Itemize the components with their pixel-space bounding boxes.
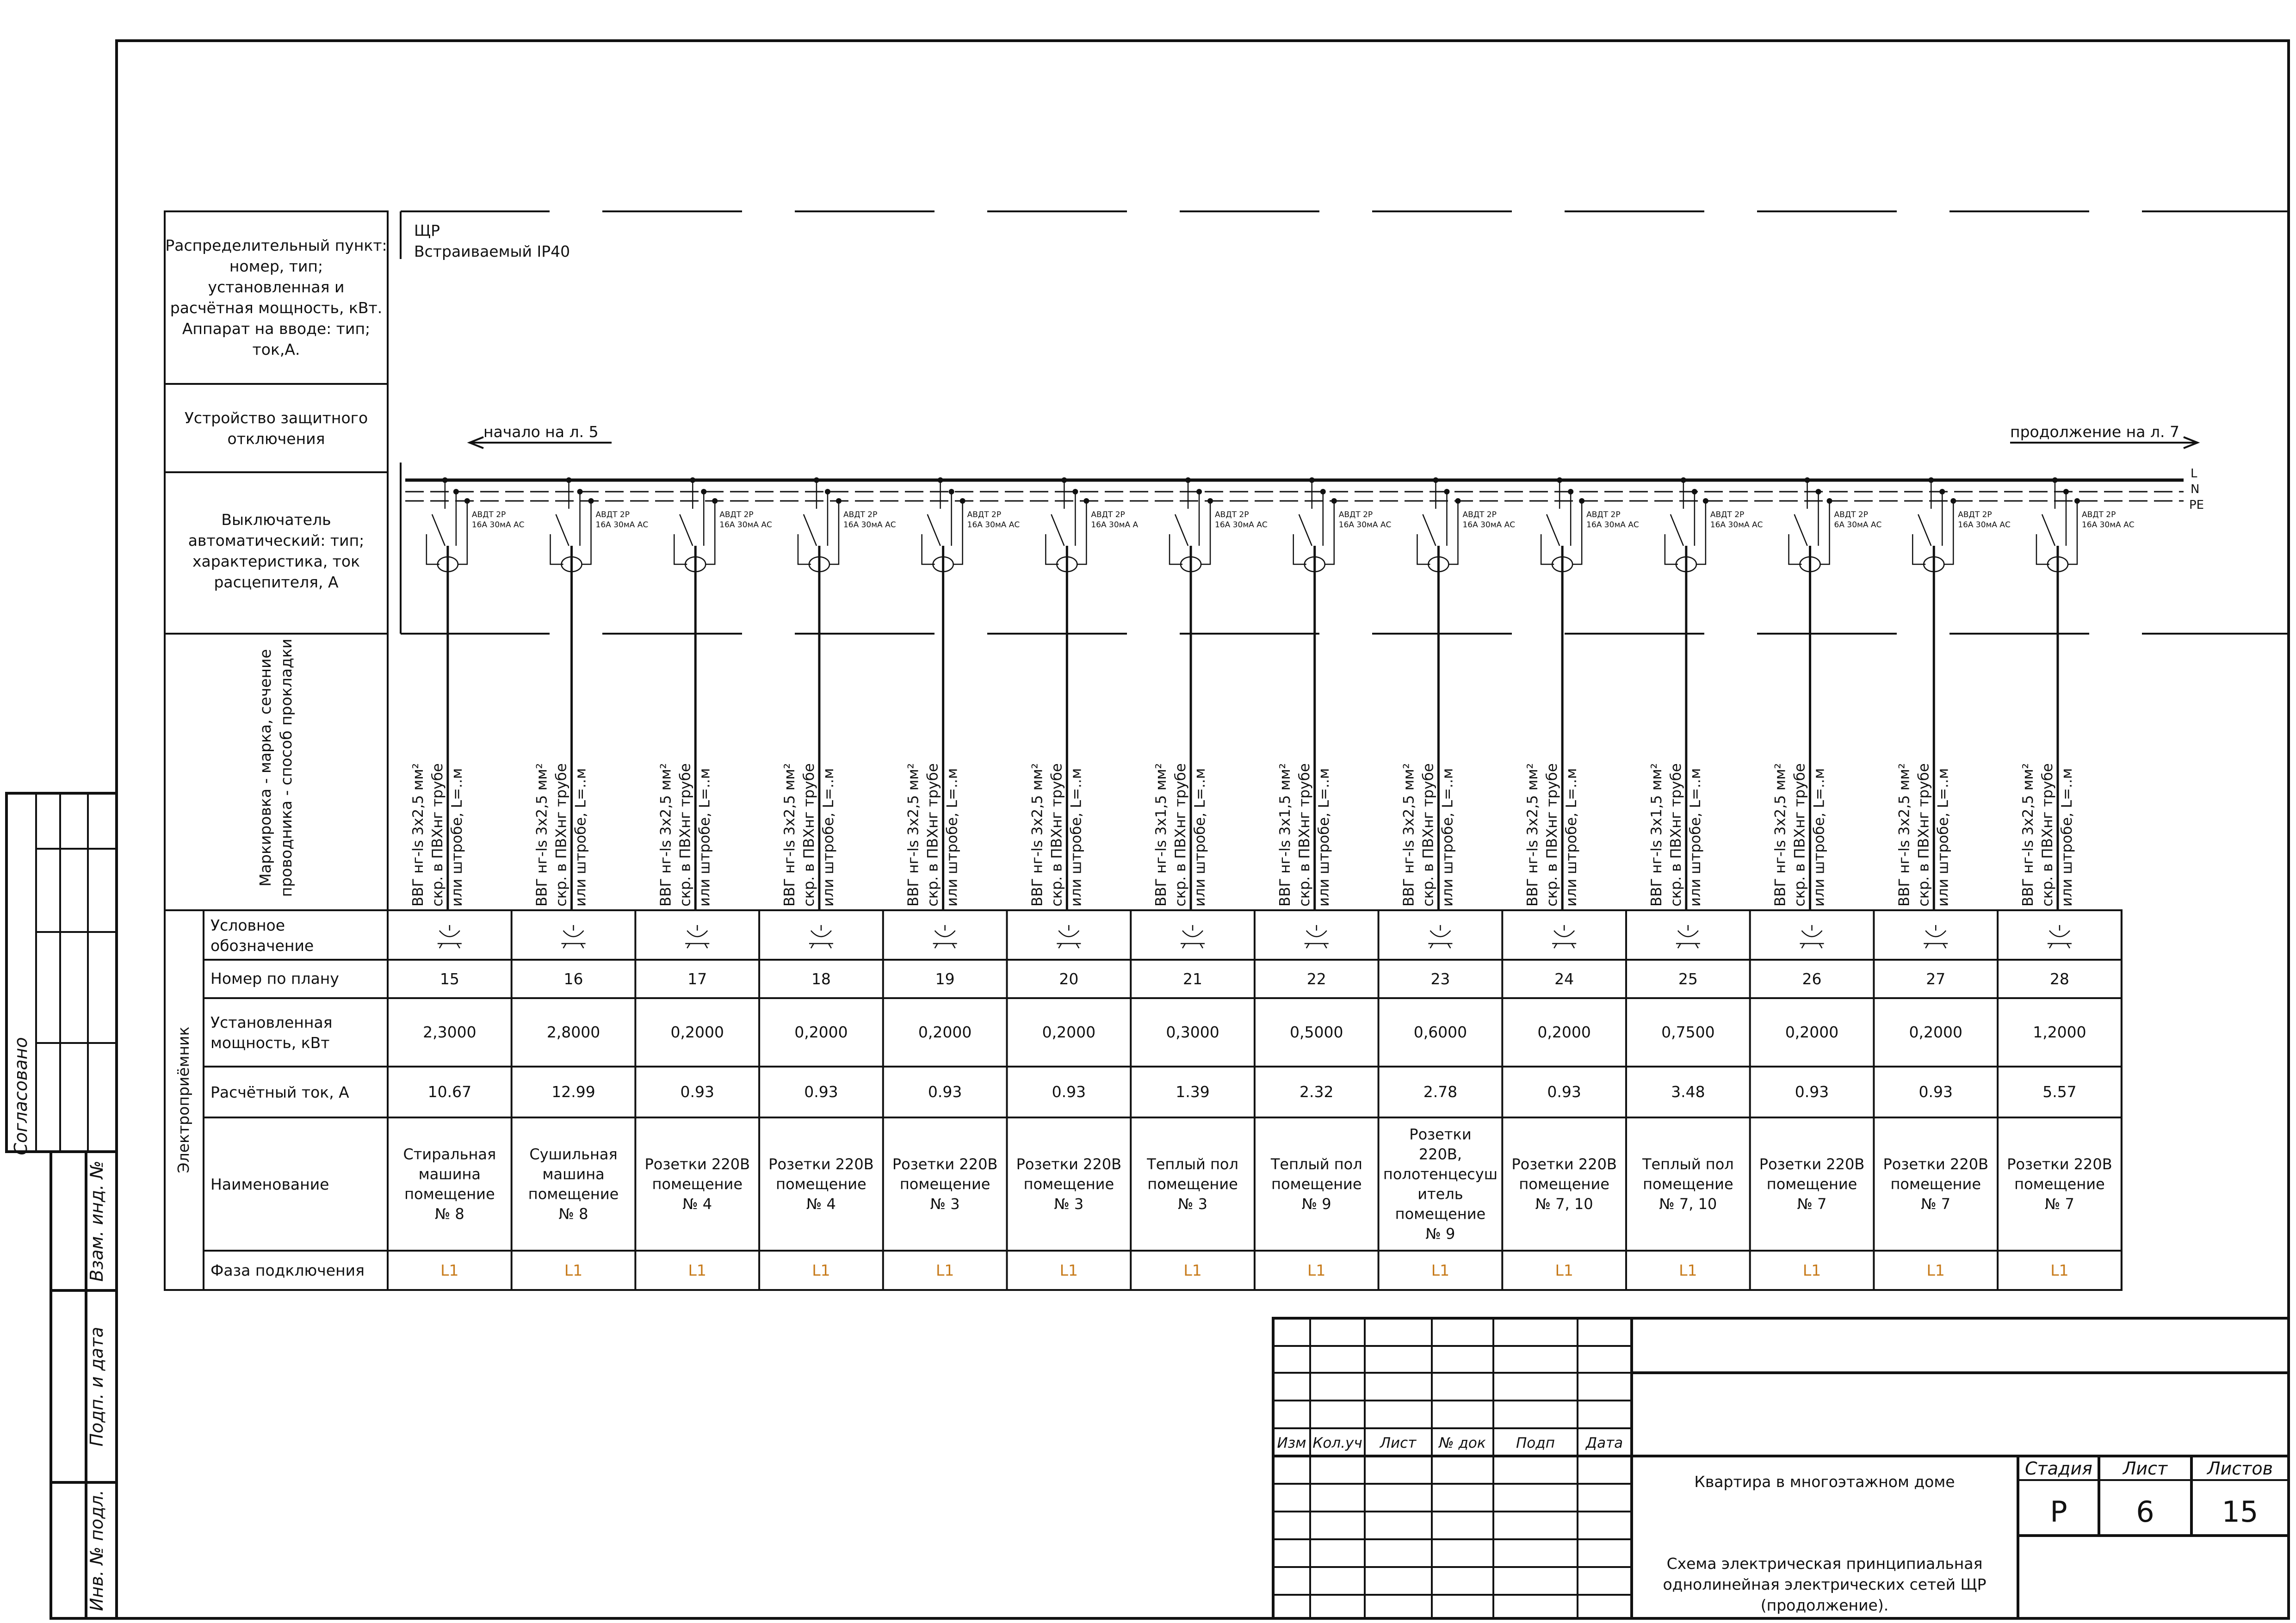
device-rating-label: 16А 30мА АС xyxy=(2081,520,2135,530)
consumer-name-line: помещение xyxy=(404,1185,495,1203)
consumer-name-line: помещение xyxy=(1890,1175,1981,1193)
consumer-name-line: полотенцесуш xyxy=(1383,1165,1498,1183)
socket-symbol-icon xyxy=(1924,925,1948,948)
consumer-name-line: № 4 xyxy=(806,1195,836,1213)
rcd-link xyxy=(1201,546,1210,564)
breaker-symbol xyxy=(2036,514,2055,564)
breaker-symbol xyxy=(1789,514,1807,564)
drawing-title: (продолжение). xyxy=(1760,1596,1889,1614)
panel-name: ЩР xyxy=(414,222,440,240)
device-rating-label: 16А 30мА АС xyxy=(967,520,1020,530)
cable-spec-label: ВВГ нг-ls 3х2,5 мм² xyxy=(1400,763,1417,907)
plan-number: 17 xyxy=(687,970,707,988)
consumer-name-line: Теплый пол xyxy=(1147,1155,1238,1173)
consumer-name-line: № 9 xyxy=(1301,1195,1331,1213)
header-power: Установленная xyxy=(210,1013,333,1031)
device-type-label: АВДТ 2P xyxy=(967,510,1002,519)
installed-power: 0,7500 xyxy=(1661,1023,1715,1041)
rated-current: 0.93 xyxy=(1052,1083,1086,1101)
cable-spec-label: ВВГ нг-ls 3х2,5 мм² xyxy=(409,763,427,907)
cable-spec-label: ВВГ нг-ls 3х2,5 мм² xyxy=(1524,763,1541,907)
row-header-grid xyxy=(165,211,388,1290)
socket-symbol-icon xyxy=(438,925,462,948)
header-rcd-line: отключения xyxy=(227,430,325,448)
cable-spec-label: или штробе, L=..м xyxy=(1935,768,1952,907)
plan-number: 26 xyxy=(1802,970,1822,988)
header-rcd xyxy=(185,409,368,448)
rated-current: 0.93 xyxy=(1918,1083,1953,1101)
cable-spec-label: или штробе, L=..м xyxy=(1563,768,1580,907)
header-symbol: обозначение xyxy=(210,937,314,955)
cable-spec-label: скр. в ПВХнг трубе xyxy=(1048,763,1065,907)
socket-symbol-icon xyxy=(1305,925,1329,948)
inventory-label: Инв. № подл. xyxy=(87,1489,107,1611)
installed-power: 0,2000 xyxy=(1042,1023,1096,1041)
phase-value: L1 xyxy=(1059,1261,1078,1279)
rated-current: 0.93 xyxy=(680,1083,714,1101)
consumer-name-line: машина xyxy=(542,1165,605,1183)
consumer-name-line: № 7, 10 xyxy=(1535,1195,1593,1213)
phase-value: L1 xyxy=(1802,1261,1821,1279)
consumer-name-line: помещение xyxy=(2014,1175,2105,1193)
cable-spec-label: или штробе, L=..м xyxy=(820,768,837,907)
cable-spec-label: скр. в ПВХнг трубе xyxy=(1296,763,1313,907)
device-rating-label: 6А 30мА АС xyxy=(1834,520,1882,530)
stage-label: Стадия xyxy=(2025,1458,2092,1479)
rcd-link xyxy=(1696,546,1706,564)
consumer-name-line: Розетки 220В xyxy=(1016,1155,1122,1173)
device-type-label: АВДТ 2P xyxy=(719,510,754,519)
drawing-title: Схема электрическая принципиальная xyxy=(1666,1555,1983,1573)
installed-power: 0,3000 xyxy=(1166,1023,1219,1041)
cable-spec-label: ВВГ нг-ls 3х2,5 мм² xyxy=(1896,763,1913,907)
header-distribution-line: ток,А. xyxy=(252,340,300,358)
tb-header-sheet: Лист xyxy=(1380,1435,1417,1451)
header-breaker xyxy=(188,511,365,591)
device-rating-label: 16А 30мА АС xyxy=(843,520,896,530)
device-type-label: АВДТ 2P xyxy=(1834,510,1868,519)
consumer-name-line: машина xyxy=(418,1165,481,1183)
rcd-link xyxy=(458,546,467,564)
header-breaker-line: расцепителя, А xyxy=(214,573,339,591)
cable-spec-label: ВВГ нг-ls 3х2,5 мм² xyxy=(2019,763,2036,907)
consumer-name-line: Розетки 220В xyxy=(768,1155,874,1173)
header-breaker-line: автоматический: тип; xyxy=(188,531,365,549)
rcd-link xyxy=(953,546,963,564)
header-distribution-line: номер, тип; xyxy=(229,257,323,275)
cable-spec-label: ВВГ нг-ls 3х2,5 мм² xyxy=(1029,763,1046,907)
device-type-label: АВДТ 2P xyxy=(1958,510,1992,519)
breaker-symbol xyxy=(1170,514,1188,564)
sheet-value: 6 xyxy=(2136,1495,2154,1529)
cable-spec-label: или штробе, L=..м xyxy=(1811,768,1828,907)
consumer-name-line: № 3 xyxy=(1054,1195,1084,1213)
consumer-name-line: Теплый пол xyxy=(1270,1155,1362,1173)
phase-value: L1 xyxy=(1183,1261,1202,1279)
cable-spec-label: ВВГ нг-ls 3х2,5 мм² xyxy=(1772,763,1789,907)
consumer-name-line: помещение xyxy=(1147,1175,1238,1193)
cable-spec-label: ВВГ нг-ls 3х2,5 мм² xyxy=(657,763,675,907)
consumer-name-line: помещение xyxy=(652,1175,743,1193)
panel-type: Встраиваемый IP40 xyxy=(414,242,570,260)
circuits-layer xyxy=(403,477,2134,1290)
cable-spec-label: скр. в ПВХнг трубе xyxy=(924,763,941,907)
socket-symbol-icon xyxy=(933,925,957,948)
cable-spec-label: или штробе, L=..м xyxy=(448,768,465,907)
breaker-symbol xyxy=(1293,514,1312,564)
panel-boundary xyxy=(401,211,2289,634)
tb-header-doc: № док xyxy=(1439,1435,1486,1451)
consumer-name-line: 220В, xyxy=(1418,1145,1462,1163)
plan-number: 15 xyxy=(439,970,459,988)
cable-spec-label: скр. в ПВХнг трубе xyxy=(1420,763,1437,907)
agreed-label: Согласовано xyxy=(11,1037,31,1155)
bus-label-N: N xyxy=(2191,482,2200,496)
plan-number: 22 xyxy=(1306,970,1326,988)
plan-number: 16 xyxy=(563,970,583,988)
phase-value: L1 xyxy=(1431,1261,1450,1279)
device-type-label: АВДТ 2P xyxy=(1586,510,1621,519)
consumer-name-line: помещение xyxy=(1395,1205,1486,1223)
phase-value: L1 xyxy=(935,1261,954,1279)
consumer-name-line: № 7 xyxy=(1797,1195,1827,1213)
cable-spec-label: ВВГ нг-ls 3х2,5 мм² xyxy=(533,763,551,907)
cable-spec-label: или штробе, L=..м xyxy=(2058,768,2075,907)
consumer-name-line: № 7 xyxy=(2045,1195,2074,1213)
header-breaker-line: Выключатель xyxy=(221,511,331,529)
project-title: Квартира в многоэтажном доме xyxy=(1694,1473,1955,1491)
cable-spec-label: скр. в ПВХнг трубе xyxy=(677,763,694,907)
rcd-link xyxy=(1325,546,1334,564)
socket-symbol-icon xyxy=(1800,925,1824,948)
consumer-name-line: № 3 xyxy=(1178,1195,1207,1213)
consumer-name-line: помещение xyxy=(1519,1175,1609,1193)
cable-spec-label: скр. в ПВХнг трубе xyxy=(1915,763,1932,907)
rated-current: 10.67 xyxy=(427,1083,472,1101)
cable-spec-label: ВВГ нг-ls 3х2,5 мм² xyxy=(905,763,922,907)
sheets-label: Листов xyxy=(2207,1458,2273,1479)
rated-current: 0.93 xyxy=(928,1083,962,1101)
device-rating-label: 16А 30мА АС xyxy=(1462,520,1516,530)
cable-spec-label: скр. в ПВХнг трубе xyxy=(1544,763,1561,907)
consumer-name-line: Теплый пол xyxy=(1642,1155,1734,1173)
device-type-label: АВДТ 2P xyxy=(1215,510,1249,519)
header-name: Наименование xyxy=(210,1175,329,1193)
phase-value: L1 xyxy=(688,1261,706,1279)
breaker-symbol xyxy=(551,514,569,564)
cable-spec-label: или штробе, L=..м xyxy=(944,768,961,907)
consumer-name-line: Сушильная xyxy=(529,1145,618,1163)
consumer-name-line: помещение xyxy=(1643,1175,1733,1193)
device-type-label: АВДТ 2P xyxy=(595,510,630,519)
plan-number: 23 xyxy=(1430,970,1450,988)
header-distribution-line: Аппарат на вводе: тип; xyxy=(182,320,371,338)
consumer-name-line: Розетки 220В xyxy=(2007,1155,2112,1173)
rcd-link xyxy=(1944,546,1953,564)
breaker-symbol xyxy=(674,514,693,564)
cont-ref-label: продолжение на л. 7 xyxy=(2010,423,2180,441)
socket-symbol-icon xyxy=(562,925,586,948)
cable-spec-label: или штробе, L=..м xyxy=(1192,768,1209,907)
socket-symbol-icon xyxy=(1428,925,1452,948)
tb-header-rev: Изм xyxy=(1277,1435,1306,1451)
consumer-name-line: Розетки 220В xyxy=(1511,1155,1617,1173)
breaker-symbol xyxy=(1665,514,1683,564)
header-rcd-line: Устройство защитного xyxy=(184,409,368,427)
rated-current: 2.78 xyxy=(1423,1083,1458,1101)
tb-header-sign: Подп xyxy=(1516,1435,1555,1451)
consumer-name-line: Стиральная xyxy=(403,1145,496,1163)
device-rating-label: 16А 30мА АС xyxy=(1215,520,1268,530)
consumer-name-line: № 4 xyxy=(682,1195,712,1213)
rcd-link xyxy=(2068,546,2077,564)
tb-header-date: Дата xyxy=(1585,1435,1623,1451)
header-cable-line: Маркировка - марка, сечение xyxy=(256,649,274,887)
device-type-label: АВДТ 2P xyxy=(1091,510,1125,519)
header-cable xyxy=(256,639,295,897)
breaker-symbol xyxy=(427,514,445,564)
sign-date-label: Подп. и дата xyxy=(87,1327,107,1447)
consumer-name-line: № 3 xyxy=(930,1195,960,1213)
rcd-link xyxy=(706,546,715,564)
rcd-link xyxy=(1572,546,1582,564)
rated-current: 0.93 xyxy=(804,1083,838,1101)
consumer-name-line: помещение xyxy=(1023,1175,1114,1193)
breaker-symbol xyxy=(798,514,817,564)
consumer-name-line: Розетки 220В xyxy=(1759,1155,1865,1173)
plan-number: 19 xyxy=(935,970,955,988)
consumer-name-line: Розетки 220В xyxy=(892,1155,998,1173)
plan-number: 21 xyxy=(1183,970,1203,988)
installed-power: 0,2000 xyxy=(918,1023,972,1041)
breaker-symbol xyxy=(1912,514,1931,564)
stage-value: Р xyxy=(2050,1495,2067,1529)
phase-value: L1 xyxy=(812,1261,830,1279)
header-phase: Фаза подключения xyxy=(210,1261,365,1279)
socket-symbol-icon xyxy=(2048,925,2072,948)
installed-power: 0,5000 xyxy=(1290,1023,1343,1041)
phase-value: L1 xyxy=(564,1261,583,1279)
socket-symbol-icon xyxy=(1552,925,1576,948)
sheets-value: 15 xyxy=(2222,1495,2259,1529)
device-type-label: АВДТ 2P xyxy=(1338,510,1373,519)
consumer-name-line: Розетки 220В xyxy=(644,1155,750,1173)
bus-label-L: L xyxy=(2191,467,2197,481)
consumer-name-line: помещение xyxy=(528,1185,619,1203)
plan-number: 28 xyxy=(2049,970,2069,988)
cable-spec-label: скр. в ПВХнг трубе xyxy=(1667,763,1684,907)
device-type-label: АВДТ 2P xyxy=(2081,510,2116,519)
header-distribution-line: расчётная мощность, кВт. xyxy=(170,299,383,317)
consumer-name-line: помещение xyxy=(899,1175,990,1193)
phase-value: L1 xyxy=(440,1261,459,1279)
device-rating-label: 16А 30мА АС xyxy=(1586,520,1639,530)
phase-value: L1 xyxy=(1555,1261,1573,1279)
consumer-name-line: № 7, 10 xyxy=(1659,1195,1717,1213)
consumer-name-line: № 9 xyxy=(1425,1225,1455,1243)
rcd-link xyxy=(1077,546,1086,564)
installed-power: 0,2000 xyxy=(794,1023,848,1041)
cable-spec-label: скр. в ПВХнг трубе xyxy=(429,763,446,907)
device-rating-label: 16А 30мА АС xyxy=(1338,520,1392,530)
tb-header-qty: Кол.уч xyxy=(1312,1435,1362,1451)
installed-power: 0,2000 xyxy=(1537,1023,1591,1041)
header-symbol: Условное xyxy=(210,916,285,934)
device-type-label: АВДТ 2P xyxy=(1710,510,1745,519)
cable-spec-label: ВВГ нг-ls 3х1,5 мм² xyxy=(1276,763,1293,907)
start-ref-label: начало на л. 5 xyxy=(483,423,599,441)
device-rating-label: 16А 30мА А xyxy=(1091,520,1139,530)
sheet-label: Лист xyxy=(2123,1458,2168,1479)
cable-spec-label: скр. в ПВХнг трубе xyxy=(1791,763,1808,907)
plan-number: 25 xyxy=(1678,970,1698,988)
header-plan-no: Номер по плану xyxy=(210,969,339,987)
cable-spec-label: ВВГ нг-ls 3х2,5 мм² xyxy=(781,763,798,907)
installed-power: 0,2000 xyxy=(670,1023,724,1041)
header-current: Расчётный ток, А xyxy=(210,1083,349,1101)
consumer-name-line: Розетки 220В xyxy=(1883,1155,1989,1173)
bus-lines xyxy=(405,480,2184,501)
header-distribution-line: установленная и xyxy=(208,278,345,296)
device-rating-label: 16А 30мА АС xyxy=(595,520,649,530)
cable-spec-label: или штробе, L=..м xyxy=(696,768,713,907)
consumer-name-line: Розетки xyxy=(1409,1125,1472,1143)
consumer-name-line: помещение xyxy=(1271,1175,1362,1193)
device-rating-label: 16А 30мА АС xyxy=(719,520,772,530)
installed-power: 2,8000 xyxy=(546,1023,600,1041)
rated-current: 3.48 xyxy=(1671,1083,1705,1101)
rated-current: 0.93 xyxy=(1795,1083,1829,1101)
installed-power: 0,2000 xyxy=(1785,1023,1839,1041)
cable-spec-label: или штробе, L=..м xyxy=(1068,768,1085,907)
header-distribution-line: Распределительный пункт: xyxy=(165,236,387,254)
rcd-link xyxy=(829,546,839,564)
socket-symbol-icon xyxy=(1181,925,1205,948)
cable-spec-label: или штробе, L=..м xyxy=(572,768,589,907)
cable-spec-label: или штробе, L=..м xyxy=(1439,768,1456,907)
rcd-link xyxy=(582,546,591,564)
phase-value: L1 xyxy=(2050,1261,2069,1279)
plan-number: 20 xyxy=(1059,970,1079,988)
breaker-symbol xyxy=(922,514,941,564)
socket-symbol-icon xyxy=(1057,925,1081,948)
breaker-symbol xyxy=(1046,514,1064,564)
consumer-name-line: № 7 xyxy=(1921,1195,1951,1213)
device-type-label: АВДТ 2P xyxy=(471,510,506,519)
rcd-link xyxy=(1820,546,1830,564)
header-power: мощность, кВт xyxy=(210,1034,330,1052)
header-cable-line: проводника - способ прокладки xyxy=(277,638,295,897)
phase-value: L1 xyxy=(1926,1261,1945,1279)
consumer-name-line: итель xyxy=(1417,1185,1463,1203)
rated-current: 2.32 xyxy=(1300,1083,1334,1101)
header-breaker-line: характеристика, ток xyxy=(192,552,360,570)
installed-power: 2,3000 xyxy=(423,1023,477,1041)
header-distribution xyxy=(165,236,387,358)
cable-spec-label: ВВГ нг-ls 3х1,5 мм² xyxy=(1648,763,1665,907)
device-rating-label: 16А 30мА АС xyxy=(1710,520,1763,530)
cable-spec-label: скр. в ПВХнг трубе xyxy=(1172,763,1189,907)
rated-current: 0.93 xyxy=(1547,1083,1581,1101)
bus-label-PE: PE xyxy=(2189,498,2204,512)
drawing-title: однолинейная электрических сетей ЩР xyxy=(1663,1575,1987,1593)
breaker-symbol xyxy=(1417,514,1436,564)
plan-number: 24 xyxy=(1554,970,1574,988)
breaker-symbol xyxy=(1541,514,1560,564)
device-rating-label: 16А 30мА АС xyxy=(471,520,525,530)
consumer-name-line: помещение xyxy=(776,1175,866,1193)
cable-spec-label: или штробе, L=..м xyxy=(1687,768,1704,907)
phase-value: L1 xyxy=(1679,1261,1697,1279)
rated-current: 12.99 xyxy=(551,1083,595,1101)
plan-number: 27 xyxy=(1926,970,1946,988)
device-type-label: АВДТ 2P xyxy=(843,510,878,519)
rcd-link xyxy=(1448,546,1458,564)
interchange-label: Взам. инд. № xyxy=(87,1160,107,1282)
socket-symbol-icon xyxy=(685,925,709,948)
installed-power: 0,2000 xyxy=(1909,1023,1962,1041)
installed-power: 0,6000 xyxy=(1413,1023,1467,1041)
start-reference xyxy=(470,423,612,448)
consumer-name-line: № 8 xyxy=(558,1205,588,1223)
device-type-label: АВДТ 2P xyxy=(1462,510,1497,519)
rated-current: 1.39 xyxy=(1176,1083,1210,1101)
header-consumer-group: Электроприёмник xyxy=(174,1026,192,1173)
cable-spec-label: или штробе, L=..м xyxy=(1315,768,1332,907)
continuation-reference xyxy=(2010,423,2197,448)
rated-current: 5.57 xyxy=(2042,1083,2077,1101)
cable-spec-label: скр. в ПВХнг трубе xyxy=(800,763,817,907)
installed-power: 1,2000 xyxy=(2033,1023,2086,1041)
plan-number: 18 xyxy=(811,970,831,988)
cable-spec-label: скр. в ПВХнг трубе xyxy=(2039,763,2056,907)
consumer-name-line: № 8 xyxy=(434,1205,464,1223)
socket-symbol-icon xyxy=(1676,925,1700,948)
cable-spec-label: ВВГ нг-ls 3х1,5 мм² xyxy=(1153,763,1170,907)
device-rating-label: 16А 30мА АС xyxy=(1958,520,2011,530)
socket-symbol-icon xyxy=(809,925,833,948)
cable-spec-label: скр. в ПВХнг трубе xyxy=(553,763,570,907)
phase-value: L1 xyxy=(1307,1261,1326,1279)
consumer-name-line: помещение xyxy=(1766,1175,1857,1193)
